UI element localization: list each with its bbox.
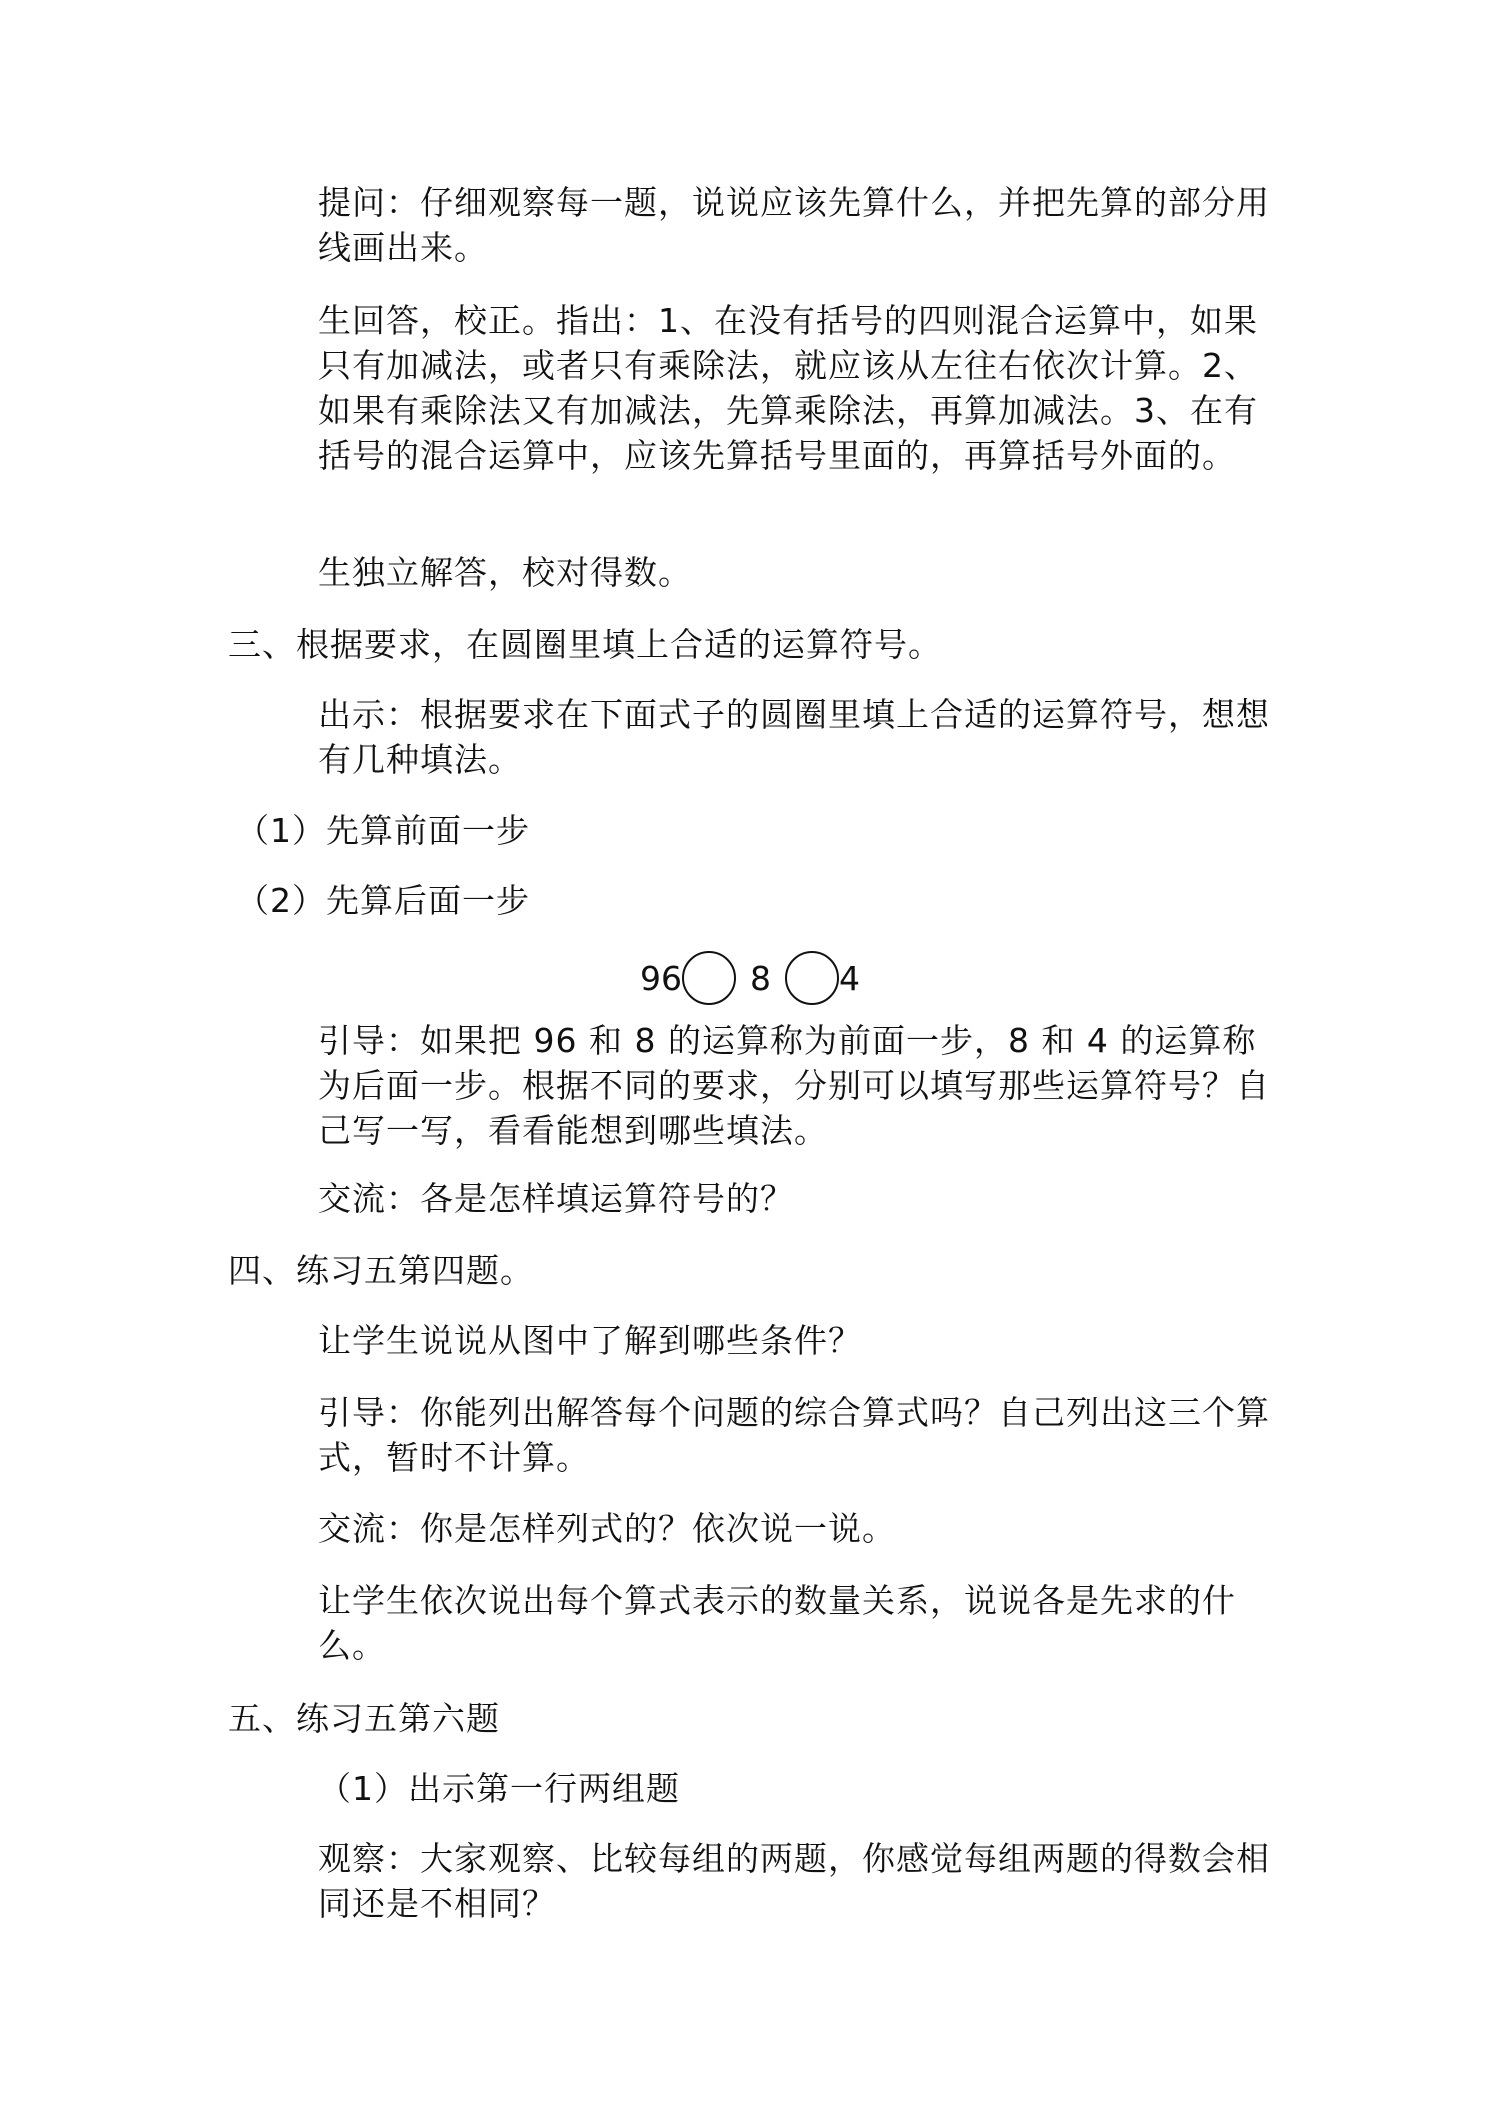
paragraph-question: 提问：仔细观察每一题，说说应该先算什么，并把先算的部分用线画出来。	[318, 183, 1270, 267]
paragraph-solve: 生独立解答，校对得数。	[318, 553, 692, 592]
paragraph-exchange-1: 交流：各是怎样填运算符号的？	[318, 1179, 794, 1218]
section-heading-5: 五、练习五第六题	[228, 1699, 500, 1738]
paragraph-conditions: 让学生说说从图中了解到哪些条件？	[318, 1321, 862, 1360]
operator-blank-circle-1	[682, 951, 736, 1005]
paragraph-answer-rules: 生回答，校正。指出：1、在没有括号的四则混合运算中，如果只有加减法，或者只有乘除法，就应该从左往右依次计算。2、如果有乘除法又有加减法，先算乘除法，再算加减法。3、在有括号的混合运算中，应该先算括号里面的，再算括号外面的。	[318, 301, 1258, 475]
paragraph-guide-1: 引导：如果把 96 和 8 的运算称为前面一步，8 和 4 的运算称为后面一步。根据不同的要求，分别可以填写那些运算符号？自己写一写，看看能想到哪些填法。	[318, 1021, 1270, 1150]
step-item-1: （1）先算前面一步	[236, 811, 530, 850]
formula-number-96: 96	[640, 958, 682, 998]
step-item-show-first-row: （1）出示第一行两组题	[318, 1769, 680, 1808]
paragraph-guide-2: 引导：你能列出解答每个问题的综合算式吗？自己列出这三个算式，暂时不计算。	[318, 1393, 1270, 1477]
paragraph-show: 出示：根据要求在下面式子的圆圈里填上合适的运算符号，想想有几种填法。	[318, 695, 1270, 779]
section-heading-4: 四、练习五第四题。	[228, 1251, 534, 1290]
paragraph-relations: 让学生依次说出每个算式表示的数量关系，说说各是先求的什么。	[318, 1581, 1236, 1665]
section-heading-3: 三、根据要求，在圆圈里填上合适的运算符号。	[228, 625, 942, 664]
formula-number-4: 4	[839, 958, 860, 998]
formula-number-8: 8	[750, 958, 771, 998]
paragraph-observe: 观察：大家观察、比较每组的两题，你感觉每组两题的得数会相同还是不相同？	[318, 1839, 1270, 1923]
paragraph-exchange-2: 交流：你是怎样列式的？依次说一说。	[318, 1509, 896, 1548]
operator-blank-circle-2	[785, 951, 839, 1005]
formula-expression	[640, 948, 860, 1008]
step-item-2: （2）先算后面一步	[236, 881, 530, 920]
